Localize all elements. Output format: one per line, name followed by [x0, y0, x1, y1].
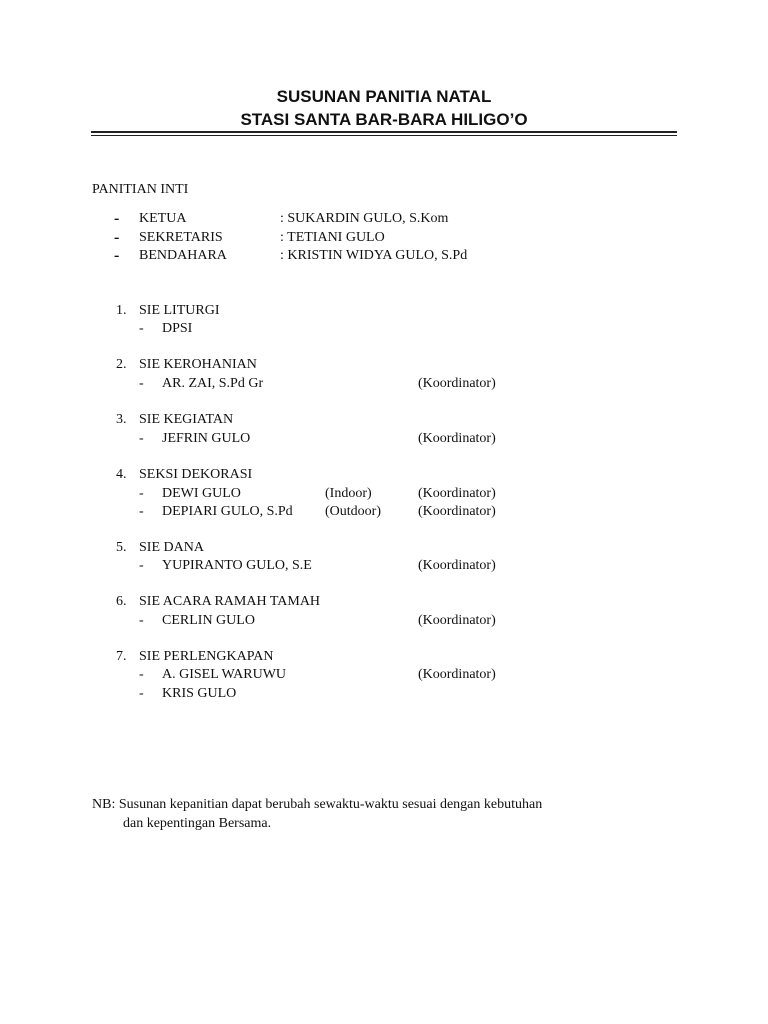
item-name: DPSI	[162, 321, 193, 336]
section-number: 4.	[116, 467, 127, 482]
item-note: (Outdoor)	[325, 504, 381, 519]
section-number: 1.	[116, 303, 127, 318]
section-title: SIE LITURGI	[139, 303, 220, 318]
section-title: SIE PERLENGKAPAN	[139, 649, 274, 664]
bullet-marker: -	[114, 210, 120, 227]
item-dash: -	[139, 431, 144, 446]
section-title: SIE KEGIATAN	[139, 412, 234, 427]
footnote-line1: NB: Susunan kepanitian dapat berubah sewaktu-waktu sesuai dengan kebutuhan	[92, 797, 543, 812]
section-title: SIE ACARA RAMAH TAMAH	[139, 594, 321, 609]
item-name: AR. ZAI, S.Pd Gr	[162, 376, 264, 391]
section-number: 3.	[116, 412, 127, 427]
section-number: 5.	[116, 540, 127, 555]
footnote-line2: dan kepentingan Bersama.	[123, 816, 272, 831]
item-role: (Koordinator)	[418, 486, 496, 501]
item-name: YUPIRANTO GULO, S.E	[162, 558, 312, 573]
title-rule-thin	[91, 135, 677, 136]
section-title: SIE DANA	[139, 540, 204, 555]
item-name: CERLIN GULO	[162, 613, 255, 628]
member-name: : SUKARDIN GULO, S.Kom	[280, 211, 449, 226]
item-name: KRIS GULO	[162, 686, 237, 701]
item-role: (Koordinator)	[418, 667, 496, 682]
item-dash: -	[139, 613, 144, 628]
page-title: SUSUNAN PANITIA NATAL	[276, 87, 492, 106]
item-dash: -	[139, 376, 144, 391]
bullet-marker: -	[114, 229, 120, 246]
member-name: : TETIANI GULO	[280, 230, 385, 245]
core-heading: PANITIAN INTI	[92, 182, 189, 197]
item-role: (Koordinator)	[418, 558, 496, 573]
item-dash: -	[139, 504, 144, 519]
item-note: (Indoor)	[325, 486, 372, 501]
item-role: (Koordinator)	[418, 376, 496, 391]
item-dash: -	[139, 558, 144, 573]
section-number: 7.	[116, 649, 127, 664]
bullet-marker: -	[114, 247, 120, 264]
page-subtitle: STASI SANTA BAR-BARA HILIGO’O	[240, 110, 528, 129]
item-dash: -	[139, 667, 144, 682]
item-name: DEWI GULO	[162, 486, 241, 501]
role-label: KETUA	[139, 211, 187, 226]
item-dash: -	[139, 321, 144, 336]
item-name: JEFRIN GULO	[162, 431, 251, 446]
role-label: BENDAHARA	[139, 248, 227, 263]
item-role: (Koordinator)	[418, 504, 496, 519]
section-number: 2.	[116, 357, 127, 372]
member-name: : KRISTIN WIDYA GULO, S.Pd	[280, 248, 468, 263]
section-title: SIE KEROHANIAN	[139, 357, 257, 372]
item-name: DEPIARI GULO, S.Pd	[162, 504, 293, 519]
title-rule-thick	[91, 131, 677, 133]
role-label: SEKRETARIS	[139, 230, 223, 245]
item-dash: -	[139, 486, 144, 501]
item-role: (Koordinator)	[418, 431, 496, 446]
item-dash: -	[139, 686, 144, 701]
item-name: A. GISEL WARUWU	[162, 667, 287, 682]
item-role: (Koordinator)	[418, 613, 496, 628]
section-number: 6.	[116, 594, 127, 609]
section-title: SEKSI DEKORASI	[139, 467, 253, 482]
